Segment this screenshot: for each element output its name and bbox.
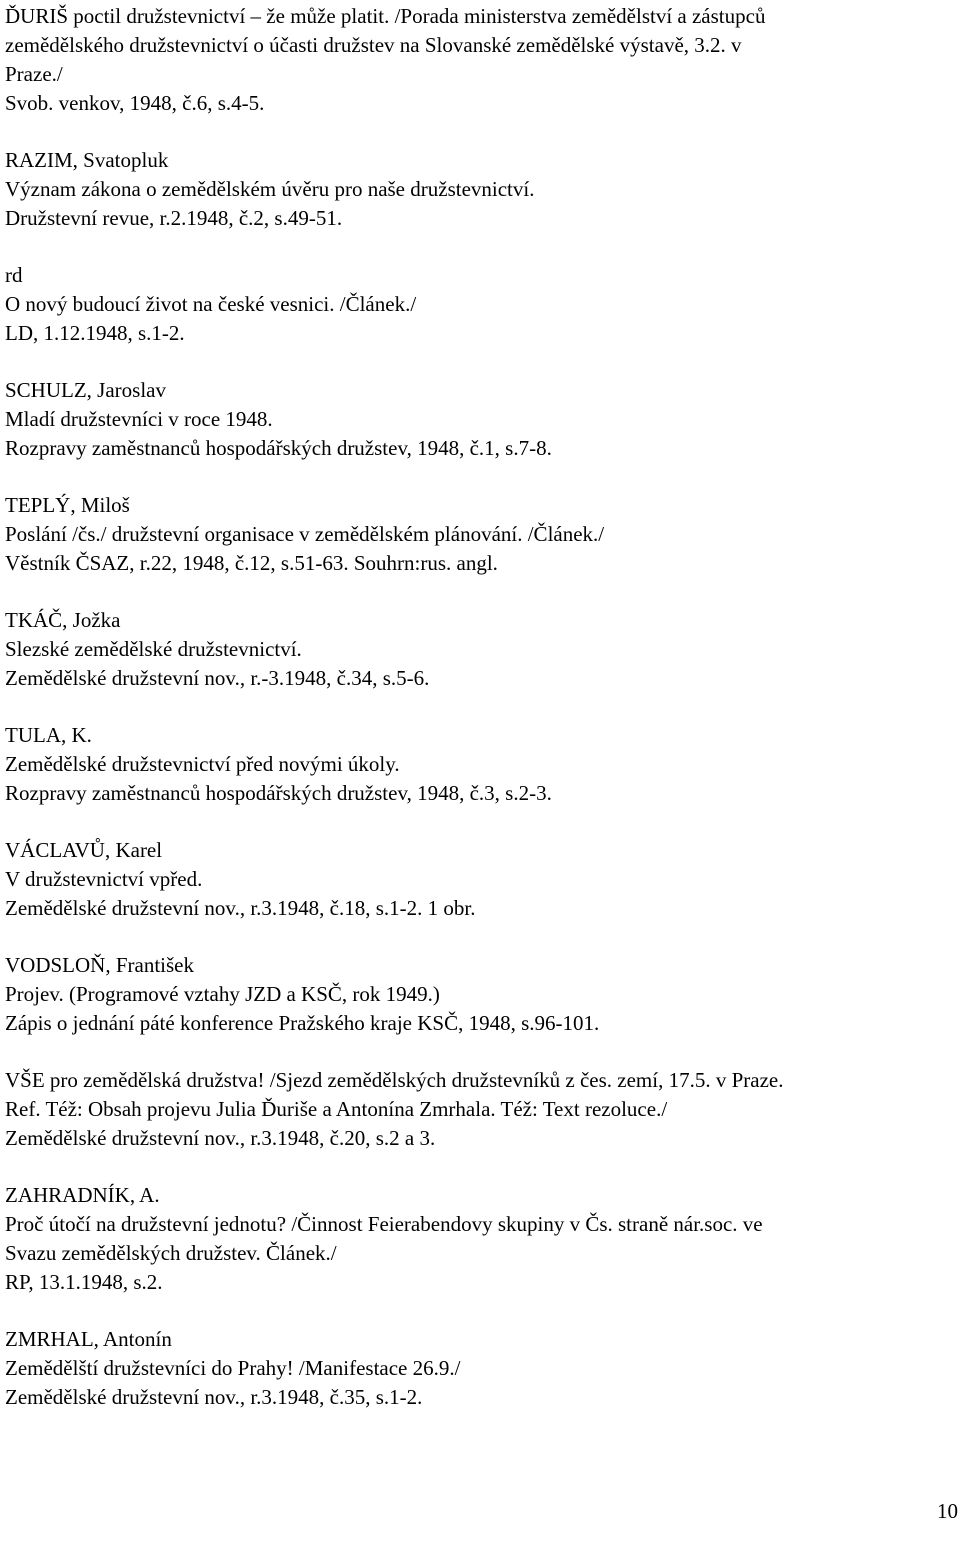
entry-line: Praze./	[5, 62, 63, 86]
bibliography-entry-tula	[5, 721, 955, 808]
entry-author: ZMRHAL, Antonín	[5, 1327, 172, 1351]
entry-source: RP, 13.1.1948, s.2.	[5, 1270, 163, 1294]
entry-title: Proč útočí na družstevní jednotu? /Činnost Feierabendovy skupiny v Čs. straně nár.soc. ve	[5, 1212, 763, 1236]
bibliography-entry-rd	[5, 261, 955, 348]
entry-author: ZAHRADNÍK, A.	[5, 1183, 160, 1207]
bibliography-entry-vaclavu	[5, 836, 955, 923]
entry-source: LD, 1.12.1948, s.1-2.	[5, 321, 185, 345]
entry-line: zemědělského družstevnictví o účasti družstev na Slovanské zemědělské výstavě, 3.2. v	[5, 33, 742, 57]
entry-line: Ref. Též: Obsah projevu Julia Ďuriše a Antonína Zmrhala. Též: Text rezoluce./	[5, 1097, 668, 1121]
bibliography-entry-zahradnik	[5, 1181, 955, 1297]
bibliography-entry-vse	[5, 1066, 955, 1153]
entry-author: TEPLÝ, Miloš	[5, 493, 130, 517]
entry-author: SCHULZ, Jaroslav	[5, 378, 166, 402]
bibliography-entry-tkac	[5, 606, 955, 693]
entry-author: VODSLOŇ, František	[5, 953, 194, 977]
entry-source: Svob. venkov, 1948, č.6, s.4-5.	[5, 91, 265, 115]
entry-title: O nový budoucí život na české vesnici. /Článek./	[5, 292, 417, 316]
entry-title: Projev. (Programové vztahy JZD a KSČ, rok 1949.)	[5, 982, 440, 1006]
entry-source: Zemědělské družstevní nov., r.3.1948, č.20, s.2 a 3.	[5, 1126, 436, 1150]
entry-author: TKÁČ, Jožka	[5, 608, 121, 632]
entry-source: Věstník ČSAZ, r.22, 1948, č.12, s.51-63. Souhrn:rus. angl.	[5, 551, 498, 575]
entry-author: rd	[5, 263, 23, 287]
bibliography-entry-duris	[5, 2, 955, 118]
entry-source: Rozpravy zaměstnanců hospodářských družstev, 1948, č.1, s.7-8.	[5, 436, 552, 460]
entry-source: Družstevní revue, r.2.1948, č.2, s.49-51.	[5, 206, 343, 230]
entry-title: Poslání /čs./ družstevní organisace v zemědělském plánování. /Článek./	[5, 522, 605, 546]
bibliography-entry-zmrhal	[5, 1325, 955, 1412]
entry-title: Zemědělští družstevníci do Prahy! /Manifestace 26.9./	[5, 1356, 461, 1380]
bibliography-list	[5, 2, 955, 1440]
entry-title: Zemědělské družstevnictví před novými úkoly.	[5, 752, 400, 776]
entry-source: Zemědělské družstevní nov., r.-3.1948, č.34, s.5-6.	[5, 666, 430, 690]
entry-source: Rozpravy zaměstnanců hospodářských družstev, 1948, č.3, s.2-3.	[5, 781, 552, 805]
entry-title: VŠE pro zemědělská družstva! /Sjezd zemědělských družstevníků z čes. zemí, 17.5. v Praze.	[5, 1068, 784, 1092]
entry-title: Mladí družstevníci v roce 1948.	[5, 407, 273, 431]
entry-author: RAZIM, Svatopluk	[5, 148, 169, 172]
entry-line: ĎURIŠ poctil družstevnictví – že může platit. /Porada ministerstva zemědělství a zástupců	[5, 4, 766, 28]
entry-line: Svazu zemědělských družstev. Článek./	[5, 1241, 337, 1265]
bibliography-entry-vodslon	[5, 951, 955, 1038]
entry-title: Slezské zemědělské družstevnictví.	[5, 637, 302, 661]
entry-title: V družstevnictví vpřed.	[5, 867, 203, 891]
bibliography-entry-razim	[5, 146, 955, 233]
bibliography-entry-teply	[5, 491, 955, 578]
entry-title: Význam zákona o zemědělském úvěru pro naše družstevnictví.	[5, 177, 535, 201]
entry-author: VÁCLAVŮ, Karel	[5, 838, 163, 862]
bibliography-entry-schulz	[5, 376, 955, 463]
entry-author: TULA, K.	[5, 723, 92, 747]
entry-source: Zemědělské družstevní nov., r.3.1948, č.35, s.1-2.	[5, 1385, 423, 1409]
page-number: 10	[937, 1499, 958, 1523]
entry-source: Zemědělské družstevní nov., r.3.1948, č.18, s.1-2. 1 obr.	[5, 896, 476, 920]
entry-source: Zápis o jednání páté konference Pražského kraje KSČ, 1948, s.96-101.	[5, 1011, 600, 1035]
